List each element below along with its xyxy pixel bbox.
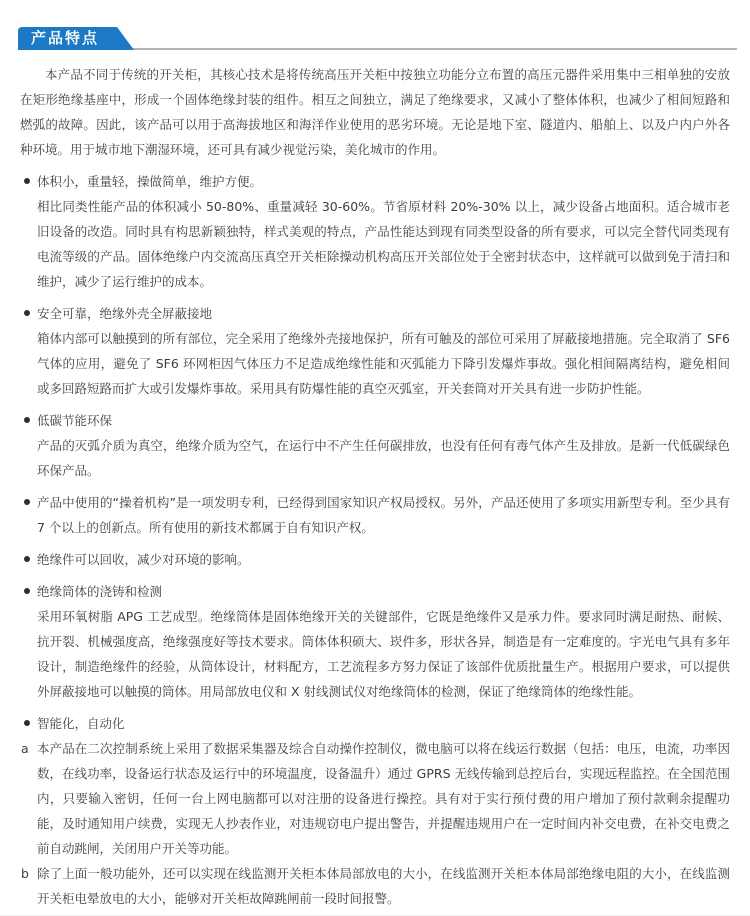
- feature-title: 安全可靠，绝缘外壳全屏蔽接地: [37, 306, 213, 321]
- intro-paragraph: 本产品不同于传统的开关柜，其核心技术是将传统高压开关柜中按独立功能分立布置的高压元器件采用集中三相单独的安放在矩形绝缘基座中，形成一个固体绝缘封装的组件。相互之间独立，满足了绝缘要求，又减小了整体体积，也减少了相间短路和燃弧的故障。因此，该产品可以用于高海拔地区和海洋作业使用的恶劣环境。无论是地下室、隧道内、船舶上、以及户内户外各种环境。用于城市地下潮湿环境，还可具有减少视觉污染，美化城市的作用。: [20, 67, 730, 157]
- feature-section-size: [20, 169, 730, 294]
- item-marker: b: [21, 866, 29, 881]
- item-text: 本产品在二次控制系统上采用了数据采集器及综合自动操作控制仪，微电脑可以将在线运行数据（包括：电压，电流，功率因数，在线功率，设备运行状态及运行中的环境温度，设备温升）通过 GPRS 无线传输到总控后台，实现远程监控。在全国范围内，只要输入密钥，任何一台上网电脑都可以对注册的设备进行操控。具有对于实行预付费的用户增加了预付款剩余提醒功能，及时通知用户续费，实现无人抄表作业，对违规窃电户提出警告，并提醒违规用户在一定时间内补交电费，在补交电费之前自动跳闸，关闭用户开关等功能。: [37, 741, 730, 856]
- feature-title: 绝缘筒体的浇铸和检测: [37, 584, 163, 599]
- feature-title: 体积小，重量轻，操做简单，维护方便。: [37, 174, 263, 189]
- features-content: [0, 50, 750, 911]
- feature-section-eco: [20, 408, 730, 483]
- feature-body: 产品的灭弧介质为真空，绝缘介质为空气，在运行中不产生任何碳排放，也没有任何有毒气体产生及排放。是新一代低碳绿色环保产品。: [37, 438, 730, 478]
- item-text: 除了上面一般功能外，还可以实现在线监测开关柜本体局部放电的大小，在线监测开关柜本体局部绝缘电阻的大小，在线监测开关柜电晕放电的大小，能够对开关柜故障跳闸前一段时间报警。: [37, 866, 730, 906]
- feature-section-safety: [20, 301, 730, 401]
- feature-title: 绝缘件可以回收，减少对环境的影响。: [37, 552, 250, 567]
- feature-title: 产品中使用的“操着机构”是一项发明专利，已经得到国家知识产权局授权。另外，产品还使用了多项实用新型专利。至少具有 7 个以上的创新点。所有使用的新技术都属于自有知识产权。: [37, 495, 730, 535]
- feature-body: 相比同类性能产品的体积减小 50-80%、重量减轻 30-60%。节省原材料 20%-30% 以上，减少设备占地面积。适合城市老旧设备的改造。同时具有构思新颖独特，样式美观的特点，产品性能达到现有同类型设备的所有要求，可以完全替代同类现有电流等级的产品。固体绝缘户内交流高压真空开关柜除操动机构高压开关部位处于全密封状态中，这样就可以做到免于清扫和维护，减少了运行维护的成本。: [37, 199, 730, 289]
- bullet-icon: [24, 720, 30, 726]
- feature-section-patent: [20, 490, 730, 540]
- smart-sub-item-b: [20, 861, 730, 911]
- section-header: [0, 0, 750, 50]
- feature-section-casting: [20, 579, 730, 704]
- bullet-icon: [24, 588, 30, 594]
- item-marker: a: [21, 741, 29, 756]
- smart-sub-item-a: [20, 736, 730, 861]
- feature-body: 采用环氧树脂 APG 工艺成型。绝缘筒体是固体绝缘开关的关键部件，它既是绝缘件又是承力件。要求同时满足耐热、耐候、抗开裂、机械强度高，绝缘强度好等技术要求。筒体体积硕大、崁件多，形状各异，制造是有一定难度的。宇光电气具有多年设计，制造绝缘件的经验，从筒体设计，材料配方，工艺流程多方努力保证了该部件优质批量生产。根据用户要求，可以提供外屏蔽接地可以触摸的筒体。用局部放电仪和 X 射线测试仪对绝缘筒体的检测，保证了绝缘筒体的绝缘性能。: [37, 609, 730, 699]
- bullet-icon: [24, 178, 30, 184]
- feature-section-recyclable: [20, 547, 730, 572]
- feature-title: 智能化，自动化: [37, 716, 125, 731]
- feature-section-smart: [20, 711, 730, 911]
- page-title: 产品特点: [31, 29, 100, 47]
- feature-title: 低碳节能环保: [37, 413, 113, 428]
- bullet-icon: [24, 499, 30, 505]
- bullet-icon: [24, 417, 30, 423]
- feature-body: 箱体内部可以触摸到的所有部位，完全采用了绝缘外壳接地保护，所有可触及的部位可采用了屏蔽接地措施。完全取消了 SF6 气体的应用，避免了 SF6 环网柜因气体压力不足造成绝缘性能和灭弧能力下降引发爆炸事故。强化相间隔离结构，避免相间或多回路短路而扩大或引发爆炸事故。采用具有防爆性能的真空灭弧室，开关套筒对开关具有进一步防护性能。: [37, 331, 730, 396]
- bullet-icon: [24, 310, 30, 316]
- page-title-banner: [18, 27, 117, 50]
- bullet-icon: [24, 556, 30, 562]
